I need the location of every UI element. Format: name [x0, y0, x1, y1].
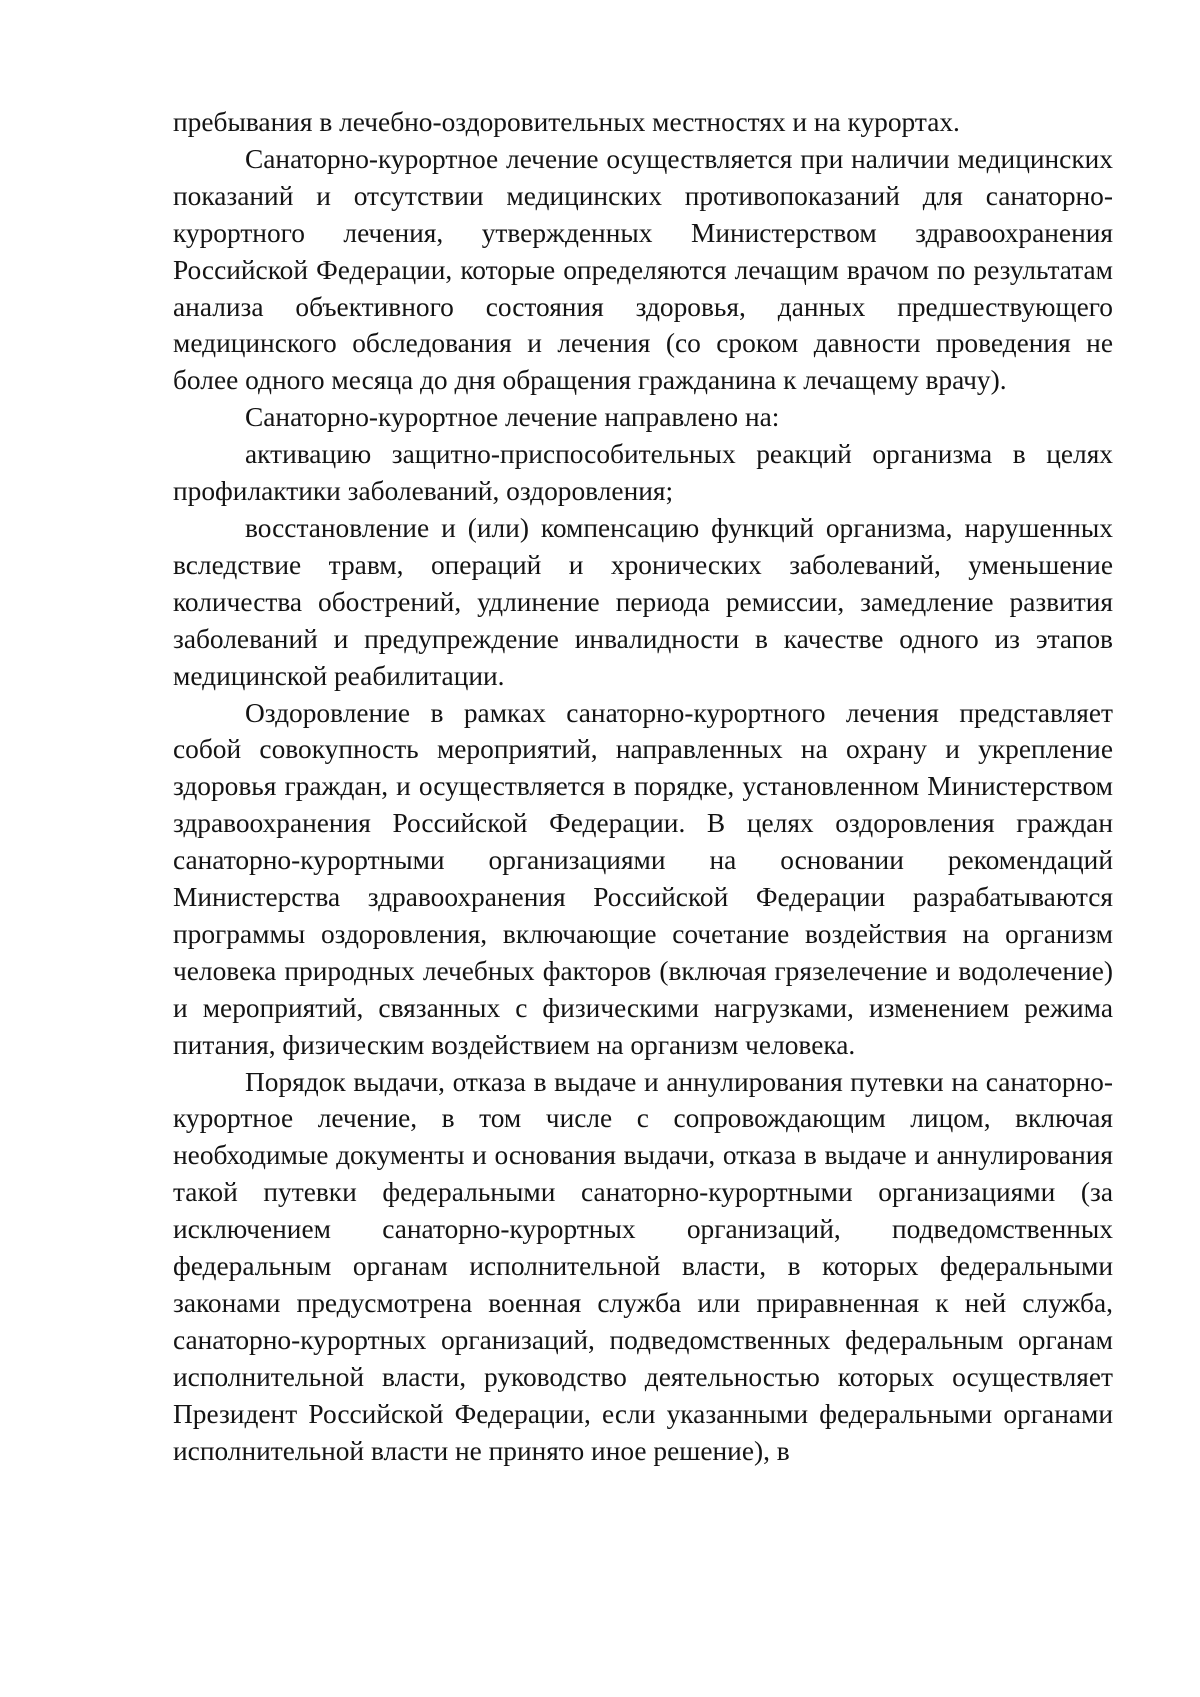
paragraph-treatment-indications: Санаторно-курортное лечение осуществляется при наличии медицинских показаний и отсутствии медицинских противопоказаний для санаторно-курортного лечения, утвержденных Министерством здравоохранения Российской Федерации, которые определяются лечащим врачом по результатам анализа объективного состояния здоровья, данных предшествующего медицинского обследования и лечения (со сроком давности проведения не более одного месяца до дня обращения гражданина к лечащему врачу). — [173, 143, 1113, 396]
paragraph-treatment-aims-intro: Санаторно-курортное лечение направлено на: — [245, 402, 780, 433]
paragraph-continuation: пребывания в лечебно-оздоровительных местностях и на курортах. — [173, 107, 960, 137]
list-item-restoration: восстановление и (или) компенсацию функций организма, нарушенных вследствие травм, операций и хронических заболеваний, уменьшение количества обострений, удлинение периода ремиссии, замедление развития заболеваний и предупреждение инвалидности в качестве одного из этапов медицинской реабилитации. — [173, 512, 1113, 691]
list-item-activation: активацию защитно-приспособительных реакций организма в целях профилактики заболеваний, оздоровления; — [173, 439, 1113, 507]
paragraph-voucher-procedure: Порядок выдачи, отказа в выдаче и аннулирования путевки на санаторно-курортное лечение, в том числе с сопровождающим лицом, включая необходимые документы и основания выдачи, отказа в выдаче и аннулирования такой путевки федеральными санаторно-курортными организациями (за исключением санаторно-курортных организаций, подведомственных федеральным органам исполнительной власти, в которых федеральными законами предусмотрена военная служба или приравненная к ней служба, санаторно-курортных организаций, подведомственных федеральным органам исполнительной власти, руководство деятельностью которых осуществляет Президент Российской Федерации, если указанными федеральными органами исполнительной власти не принято иное решение), в — [173, 1066, 1113, 1466]
paragraph-wellness: Оздоровление в рамках санаторно-курортного лечения представляет собой совокупность мероприятий, направленных на охрану и укрепление здоровья граждан, и осуществляется в порядке, установленном Министерством здравоохранения Российской Федерации. В целях оздоровления граждан санаторно-курортными организациями на основании рекомендаций Министерства здравоохранения Российской Федерации разрабатываются программы оздоровления, включающие сочетание воздействия на организм человека природных лечебных факторов (включая грязелечение и водолечение) и мероприятий, связанных с физическими нагрузками, изменением режима питания, физическим воздействием на организм человека. — [173, 697, 1113, 1060]
document-page — [173, 104, 1113, 1470]
